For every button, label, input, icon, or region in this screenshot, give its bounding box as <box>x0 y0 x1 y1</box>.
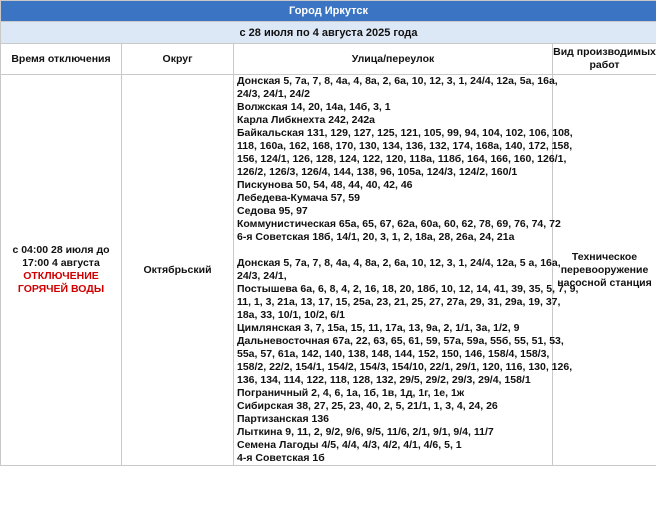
street-line: Донская 5, 7а, 7, 8, 4а, 4, 8а, 2, 6а, 10, 12, 3, 1, 24/4, 12а, 5а, 16а, <box>237 75 558 87</box>
district-cell: Октябрьский <box>122 75 234 466</box>
outage-time: с 04:00 28 июля до 17:00 4 августа <box>12 244 110 269</box>
street-line: 6-я Советская 18б, 14/1, 20, 3, 1, 2, 18а, 28, 26а, 24, 21а <box>237 231 515 243</box>
streets-cell <box>234 75 579 466</box>
outage-notice: ОТКЛЮЧЕНИЕ ГОРЯЧЕЙ ВОДЫ <box>17 270 105 295</box>
street-line: 126/2, 126/3, 126/4, 144, 138, 96, 105а, 124/3, 124/2, 160/1 <box>237 166 518 178</box>
street-line: 156, 124/1, 126, 128, 124, 122, 120, 118а, 118б, 164, 166, 160, 126/1, <box>237 153 567 165</box>
street-line: Волжская 14, 20, 14а, 14б, 3, 1 <box>237 101 391 113</box>
street-line: Цимлянская 3, 7, 15а, 15, 11, 17а, 13, 9а, 2, 1/1, 3а, 1/2, 9 <box>237 322 520 334</box>
street-line: Карла Либкнехта 242, 242а <box>237 114 376 126</box>
city-title: Город Иркутск <box>1 1 656 22</box>
street-line: 118, 160а, 162, 168, 170, 130, 134, 136, 132, 174, 168а, 140, 172, 158, <box>237 140 573 152</box>
outage-time-cell <box>1 75 122 466</box>
work-type-cell: Техническое перевооружение насосной станция <box>553 75 656 466</box>
header-streets: Улица/переулок <box>234 44 553 75</box>
street-line: Сибирская 38, 27, 25, 23, 40, 2, 5, 21/1, 1, 3, 4, 24, 26 <box>237 400 498 412</box>
street-line: Дальневосточная 67а, 22, 63, 65, 61, 59, 57а, 59а, 55б, 55, 51, 53, <box>237 335 564 347</box>
street-line: Байкальская 131, 129, 127, 125, 121, 105, 99, 94, 104, 102, 106, 108, <box>237 127 573 139</box>
period-row <box>1 22 656 44</box>
street-line: Пискунова 50, 54, 48, 44, 40, 42, 46 <box>237 179 413 191</box>
street-line: Лыткина 9, 11, 2, 9/2, 9/6, 9/5, 11/6, 2/1, 9/1, 9/4, 11/7 <box>237 426 494 438</box>
header-work: Вид производимых работ <box>553 44 656 75</box>
header-time: Время отключения <box>1 44 122 75</box>
street-line: Семена Лагоды 4/5, 4/4, 4/3, 4/2, 4/1, 4/6, 5, 1 <box>237 439 462 451</box>
header-district: Округ <box>122 44 234 75</box>
street-line: Донская 5, 7а, 7, 8, 4а, 4, 8а, 2, 6а, 10, 12, 3, 1, 24/4, 12а, 5 а, 16а, <box>237 257 561 269</box>
street-block-1 <box>237 75 573 244</box>
header-row <box>1 44 656 75</box>
street-line: Постышева 6а, 6, 8, 4, 2, 16, 18, 20, 18б, 10, 12, 14, 41, 39, 35, 5, 7, 9, <box>237 283 579 295</box>
street-line: Коммунистическая 65а, 65, 67, 62а, 60а, 60, 62, 78, 69, 76, 74, 72 <box>237 218 561 230</box>
street-line: Пограничный 2, 4, 6, 1а, 1б, 1в, 1д, 1г, 1е, 1ж <box>237 387 465 399</box>
street-line: 11, 1, 3, 21а, 13, 17, 15, 25а, 23, 21, 25, 27, 27а, 29, 31, 29а, 19, 37, <box>237 296 561 308</box>
street-line: 24/3, 24/1, 24/2 <box>237 88 310 100</box>
street-line: Партизанская 136 <box>237 413 330 425</box>
street-line: 136, 134, 114, 122, 118, 128, 132, 29/5, 29/2, 29/3, 29/4, 158/1 <box>237 374 531 386</box>
table-row <box>1 75 656 466</box>
street-line: Лебедева-Кумача 57, 59 <box>237 192 360 204</box>
period-text: с 28 июля по 4 августа 2025 года <box>1 22 656 44</box>
street-line: 4-я Советская 1б <box>237 452 325 464</box>
street-line: 55а, 57, 61а, 142, 140, 138, 148, 144, 152, 150, 146, 158/4, 158/3, <box>237 348 550 360</box>
street-line: 18а, 33, 10/1, 10/2, 6/1 <box>237 309 346 321</box>
street-line: 158/2, 22/2, 154/1, 154/2, 154/3, 154/10, 22/1, 29/1, 120, 116, 130, 126, <box>237 361 573 373</box>
street-block-2 <box>237 257 579 465</box>
street-line: 24/3, 24/1, <box>237 270 287 282</box>
street-line: Седова 95, 97 <box>237 205 308 217</box>
title-row <box>1 1 656 22</box>
